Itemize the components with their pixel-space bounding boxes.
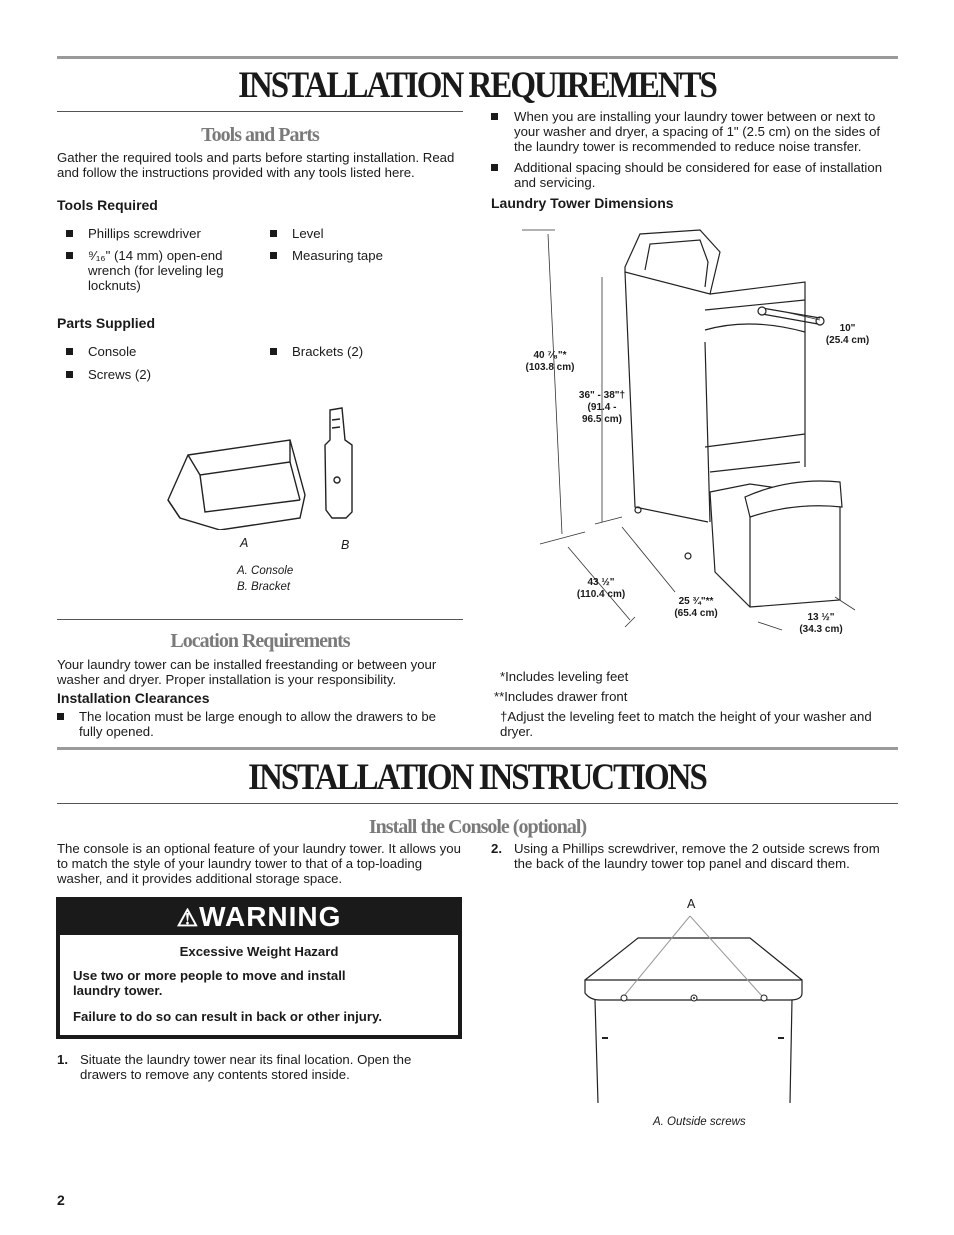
- fig-caption-bracket: B. Bracket: [237, 581, 291, 593]
- console-icon: [168, 440, 305, 530]
- step-2-number: 2.: [491, 841, 502, 856]
- page-title-requirements: INSTALLATION REQUIREMENTS: [238, 65, 716, 107]
- screw-fig-caption: A. Outside screws: [653, 1116, 746, 1128]
- dim-rod: 10" (25.4 cm): [825, 323, 870, 346]
- warning-line-1: Use two or more people to move and install laundry tower.: [73, 968, 346, 998]
- tools-required-heading: Tools Required: [57, 197, 158, 213]
- outside-screws-illustration: [580, 908, 810, 1108]
- dim-height-adjustable: 36" - 38"† (91.4 - 96.5 cm): [578, 390, 626, 425]
- dim-depth-total: 43 ½" (110.4 cm): [576, 577, 626, 600]
- warning-box: [56, 897, 462, 1039]
- parts-supplied-heading: Parts Supplied: [57, 315, 156, 331]
- middle-rule: [57, 747, 898, 750]
- bracket-icon: [325, 408, 352, 518]
- section-rule: [57, 803, 898, 804]
- tools-parts-intro: Gather the required tools and parts before starting installation. Read and follow the instructions provided with any tools listed here.: [57, 150, 455, 180]
- fig-label-b: B: [341, 538, 350, 552]
- dimensions-heading: Laundry Tower Dimensions: [491, 195, 674, 211]
- section-rule: [57, 111, 463, 112]
- section-rule: [57, 619, 463, 620]
- installation-clearances-heading: Installation Clearances: [57, 690, 210, 706]
- screw-fig-label: A: [687, 897, 696, 911]
- console-intro: The console is an optional feature of your laundry tower. It allows you to match the style of your laundry tower to that of a top-loading washer, and it provides additional storage space.: [57, 841, 461, 886]
- warning-line-2: Failure to do so can result in back or other injury.: [73, 1009, 382, 1024]
- step-1-text: Situate the laundry tower near its final location. Open the drawers to remove any contents stored inside.: [80, 1052, 412, 1082]
- location-intro: Your laundry tower can be installed freestanding or between your washer and dryer. Proper installation is your responsibility.: [57, 657, 437, 687]
- install-console-heading: Install the Console (optional): [368, 816, 587, 838]
- dimension-note: *Includes leveling feet: [500, 669, 629, 684]
- dimension-note: †Adjust the leveling feet to match the height of your washer and dryer.: [500, 709, 872, 739]
- page-title-instructions: INSTALLATION INSTRUCTIONS: [248, 757, 706, 799]
- location-heading: Location Requirements: [170, 630, 350, 652]
- step-1-number: 1.: [57, 1052, 68, 1067]
- fig-caption-console: A. Console: [237, 565, 294, 577]
- warning-header: ⚠WARNING: [176, 901, 342, 932]
- dim-width: 13 ½" (34.3 cm): [799, 612, 843, 635]
- dimension-note: **Includes drawer front: [494, 689, 628, 704]
- step-2-text: Using a Phillips screwdriver, remove the 2 outside screws from the back of the laundry tower top panel and discard them.: [514, 841, 880, 871]
- dim-height-total: 40 ⁷⁄₈"* (103.8 cm): [525, 350, 575, 373]
- warning-hazard: Excessive Weight Hazard: [179, 944, 339, 959]
- parts-illustration: [160, 400, 370, 530]
- warning-triangle-icon: ⚠: [176, 905, 200, 932]
- page-number: 2: [57, 1192, 65, 1208]
- top-rule: [57, 56, 898, 59]
- dim-depth-cabinet: 25 ¾"** (65.4 cm): [674, 596, 718, 619]
- fig-label-a: A: [240, 536, 249, 550]
- tools-parts-heading: Tools and Parts: [201, 124, 319, 146]
